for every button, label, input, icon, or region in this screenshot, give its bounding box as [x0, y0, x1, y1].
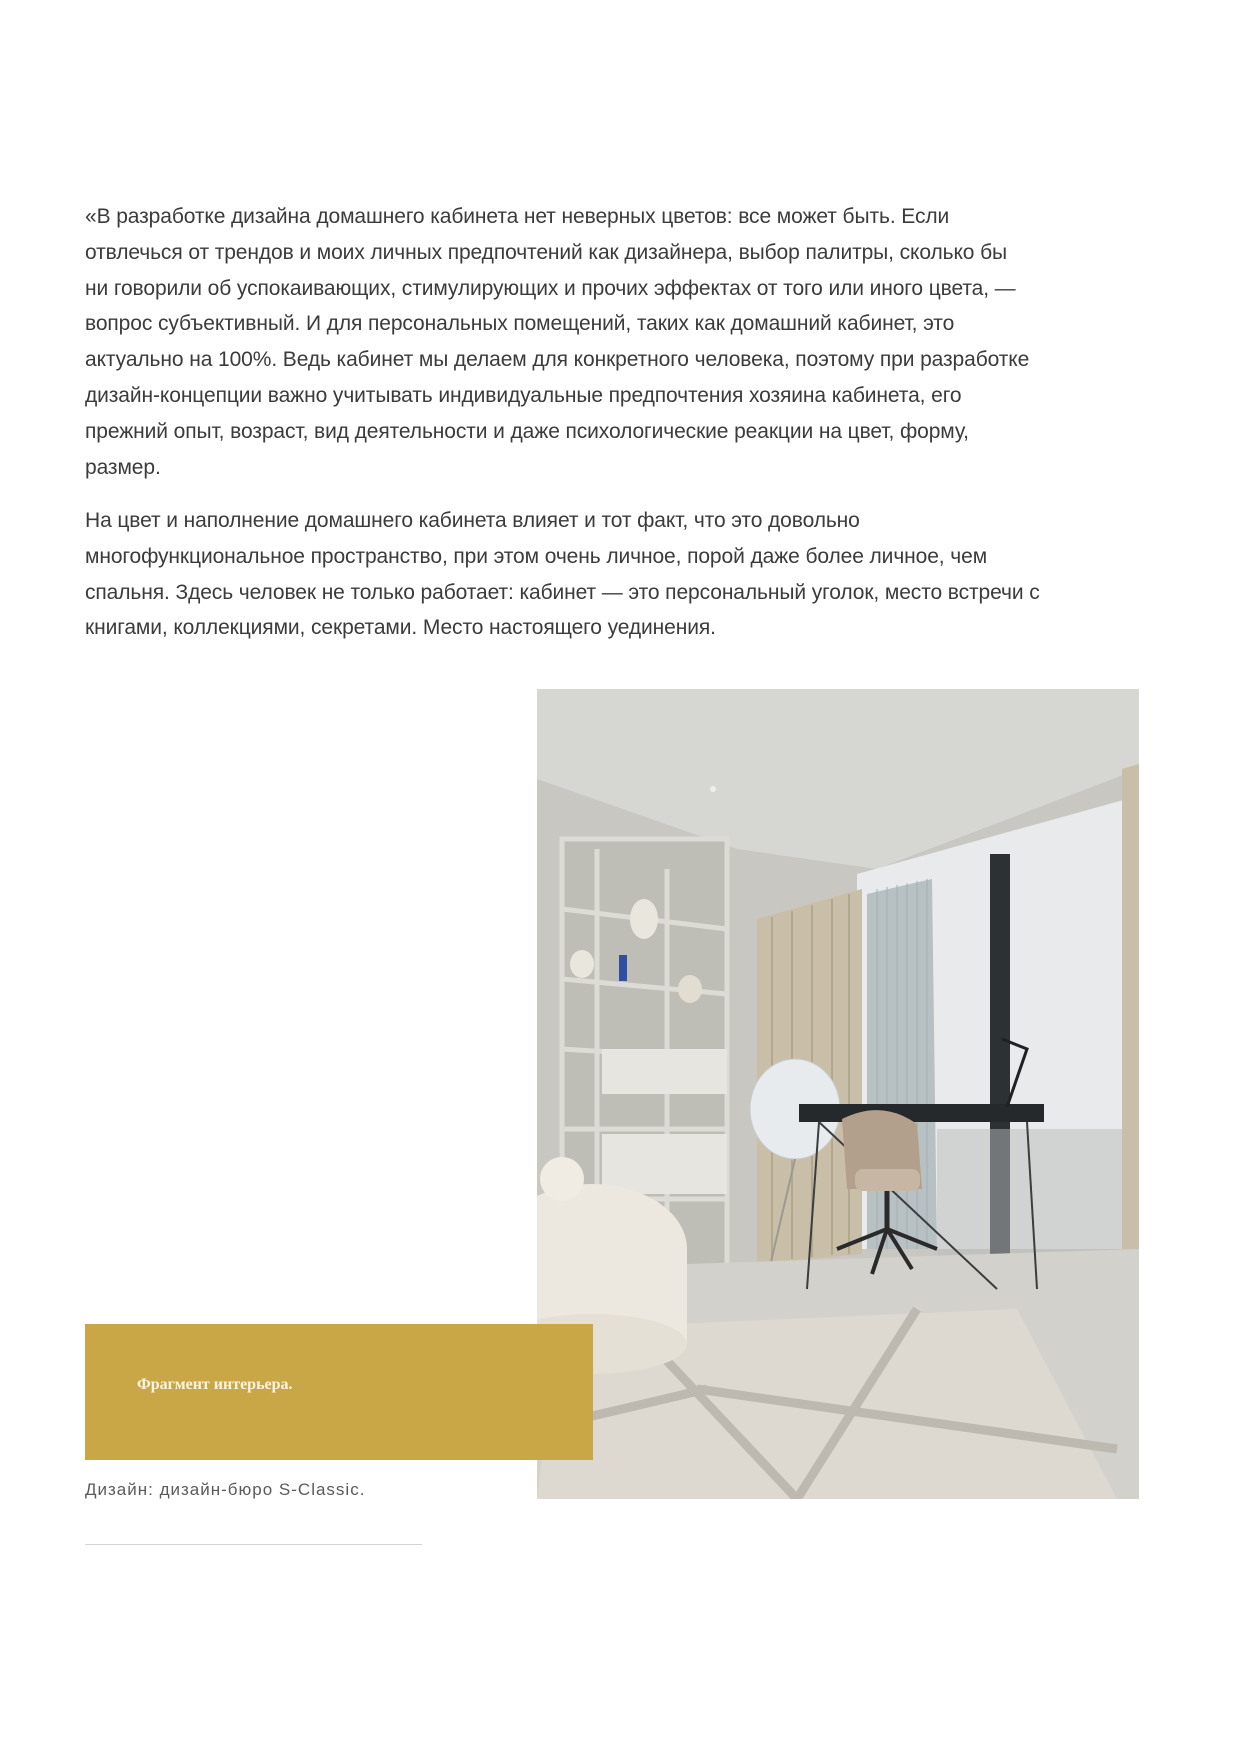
text-line: размер. [85, 455, 161, 479]
shelf-drawer-2 [602, 1134, 727, 1194]
boucle-cushion [540, 1157, 584, 1201]
text-line: многофункциональное пространство, при этом очень личное, порой даже более личное, чем [85, 544, 988, 568]
text-line: книгами, коллекциями, секретами. Место настоящего уединения. [85, 616, 716, 640]
text-line: прежний опыт, возраст, вид деятельности и даже психологические реакции на цвет, форму, [85, 419, 969, 443]
book [619, 955, 627, 981]
article-paragraph-1 [85, 199, 1145, 485]
section-divider [85, 1544, 422, 1545]
interior-illustration [537, 689, 1139, 1499]
text-line: актуально на 100%. Ведь кабинет мы делаем для конкретного человека, поэтому при разработке [85, 348, 1030, 372]
caption-box [85, 1324, 593, 1460]
office-chair-seat [855, 1169, 920, 1191]
sculpture [570, 950, 594, 978]
text-line: дизайн-концепции важно учитывать индивидуальные предпочтения хозяина кабинета, его [85, 383, 962, 407]
shelf-drawer-1 [602, 1049, 727, 1094]
article-paragraph-2 [85, 503, 1145, 646]
vase [678, 975, 702, 1003]
caption-title: Фрагмент интерьера. [137, 1376, 293, 1393]
ceiling-light [710, 786, 716, 792]
text-line: вопрос субъективный. И для персональных помещений, таких как домашний кабинет, это [85, 312, 955, 336]
text-line: спальня. Здесь человек не только работает: кабинет — это персональный уголок, место встречи с [85, 580, 1040, 604]
text-line: На цвет и наполнение домашнего кабинета влияет и тот факт, что это довольно [85, 509, 860, 532]
text-line: отвлечься от трендов и моих личных предпочтений как дизайнера, выбор палитры, сколько бы [85, 240, 1008, 264]
text-line: «В разработке дизайна домашнего кабинета нет неверных цветов: все может быть. Если [85, 205, 950, 228]
text-line: ни говорили об успокаивающих, стимулирующих и прочих эффектах от того или иного цвета, — [85, 276, 1016, 300]
curtain-right [1122, 764, 1139, 1269]
design-credit: Дизайн: дизайн-бюро S-Classic. [85, 1480, 366, 1499]
interior-photo [537, 689, 1139, 1499]
vase [630, 899, 658, 939]
